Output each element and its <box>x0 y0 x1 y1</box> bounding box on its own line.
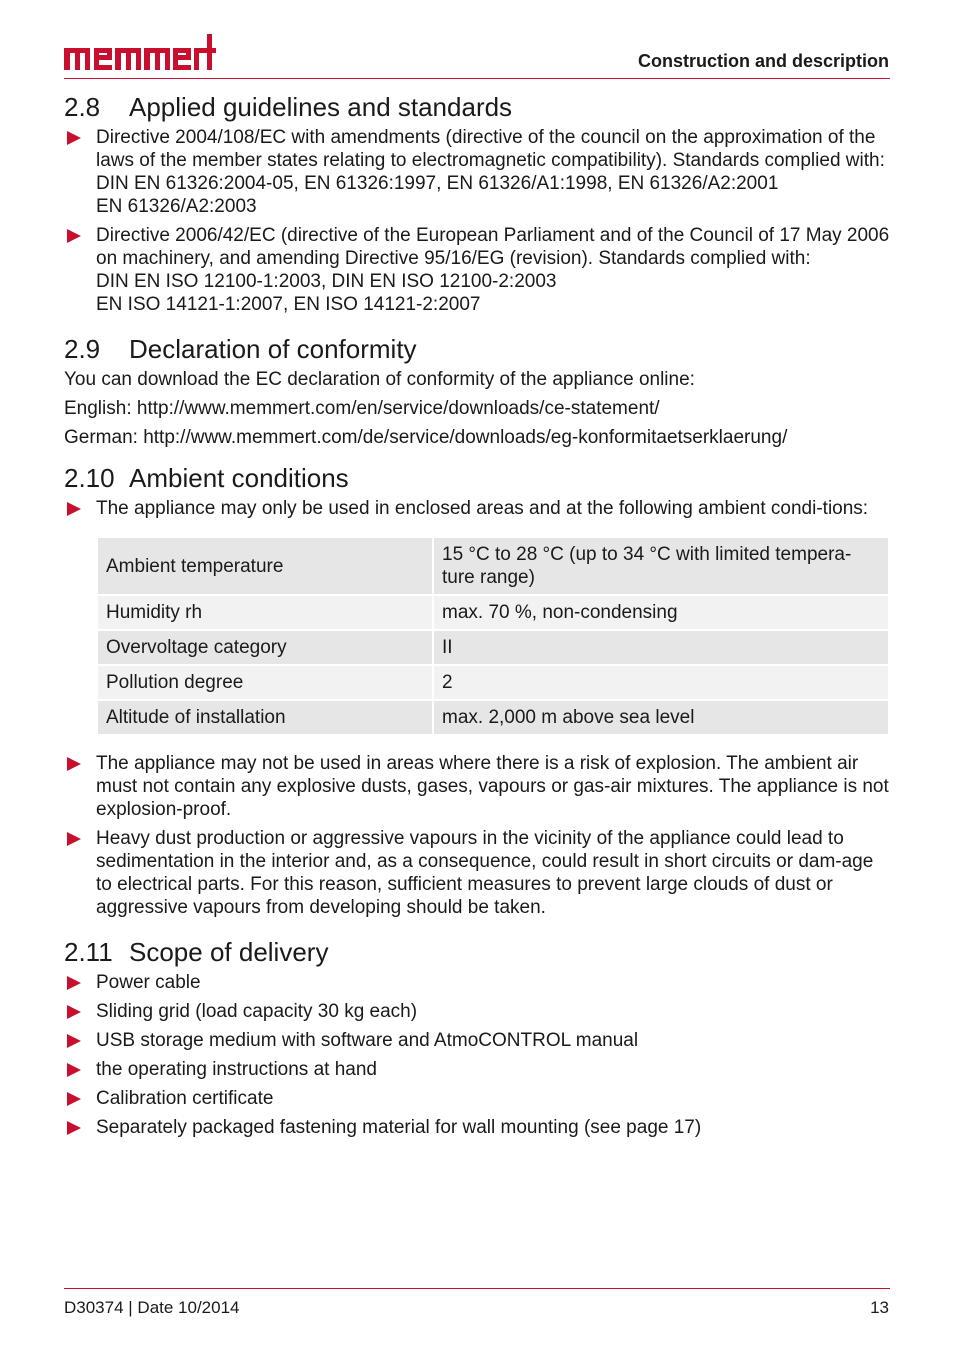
bullet-arrow-icon <box>67 502 81 516</box>
list-item <box>64 126 890 218</box>
page-content <box>64 90 890 1145</box>
table-cell-key: Ambient temperature <box>98 538 434 594</box>
bullet-arrow-icon <box>67 832 81 846</box>
table-cell-key: Humidity rh <box>98 596 434 629</box>
page-number: 13 <box>870 1298 889 1317</box>
section-title: Declaration of conformity <box>129 334 417 364</box>
bullet-arrow-icon <box>67 1034 81 1048</box>
paragraph: You can download the EC declaration of conformity of the appliance online: <box>64 369 695 390</box>
section-declaration-of-conformity <box>64 332 890 449</box>
english-link-line: English: http://www.memmert.com/en/service/downloads/ce-statement/ <box>64 398 660 419</box>
section-number: 2.11 <box>64 937 113 967</box>
section-scope-of-delivery <box>64 935 890 1139</box>
item-text: Power cable <box>96 972 201 993</box>
section-applied-guidelines <box>64 90 890 316</box>
item-standards: DIN EN ISO 12100-1:2003, DIN EN ISO 12100-2:2003 <box>96 271 557 292</box>
item-text: the operating instructions at hand <box>96 1059 377 1080</box>
bullet-arrow-icon <box>67 976 81 990</box>
header-divider <box>64 78 890 79</box>
footer-divider <box>64 1288 890 1289</box>
list-item <box>64 1116 890 1139</box>
section-title: Ambient conditions <box>129 463 349 493</box>
item-text: Calibration certificate <box>96 1088 274 1109</box>
list-item <box>64 752 890 821</box>
item-standards: EN 61326/A2:2003 <box>96 196 257 217</box>
table-cell-key: Overvoltage category <box>98 631 434 664</box>
table-cell-value: max. 2,000 m above sea level <box>434 701 888 734</box>
table-cell-key: Pollution degree <box>98 666 434 699</box>
list-item <box>64 827 890 919</box>
list-item <box>64 224 890 316</box>
item-standards: DIN EN 61326:2004-05, EN 61326:1997, EN 61326/A1:1998, EN 61326/A2:2001 <box>96 173 779 194</box>
table-cell-value: II <box>434 631 888 664</box>
item-standards: EN ISO 14121-1:2007, EN ISO 14121-2:2007 <box>96 294 481 315</box>
item-text: USB storage medium with software and AtmoCONTROL manual <box>96 1030 639 1051</box>
bullet-arrow-icon <box>67 229 81 243</box>
table-row <box>98 596 888 629</box>
item-text: Sliding grid (load capacity 30 kg each) <box>96 1001 418 1022</box>
table-cell-value: 15 °C to 28 °C (up to 34 °C with limited tempera-ture range) <box>434 538 888 594</box>
header-title: Construction and description <box>637 51 889 71</box>
table-cell-value: max. 70 %, non-condensing <box>434 596 888 629</box>
bullet-arrow-icon <box>67 131 81 145</box>
bullet-arrow-icon <box>67 757 81 771</box>
table-cell-key: Altitude of installation <box>98 701 434 734</box>
bullet-arrow-icon <box>67 1005 81 1019</box>
item-text: Directive 2004/108/EC with amendments (directive of the council on the approximation of the laws of the member states relating to electromagnetic compatibility). Standards complied with: <box>96 127 885 171</box>
table-row <box>98 631 888 664</box>
memmert-logo <box>64 32 216 72</box>
list-item <box>64 1087 890 1110</box>
item-text: The appliance may not be used in areas where there is a risk of explosion. The ambient air must not contain any explosive dusts, gases, vapours or gas-air mixtures. The appliance is not explosion-proof. <box>96 753 889 820</box>
section-number: 2.10 <box>64 463 115 493</box>
section-ambient-conditions <box>64 461 890 919</box>
bullet-arrow-icon <box>67 1092 81 1106</box>
footer-doc-info: D30374 | Date 10/2014 <box>64 1298 240 1317</box>
german-link-line: German: http://www.memmert.com/de/service/downloads/eg-konformitaetserklaerung/ <box>64 427 788 448</box>
ambient-conditions-table <box>98 536 888 736</box>
section-heading <box>64 935 890 969</box>
section-heading <box>64 332 890 366</box>
table-row <box>98 666 888 699</box>
item-text: Heavy dust production or aggressive vapours in the vicinity of the appliance could lead to sedimentation in the interior and, as a consequence, could result in short circuits or dam-age to electrical parts. For this reason, sufficient measures to prevent large clouds of dust or aggressive vapours from developing should be taken. <box>96 828 874 918</box>
table-row <box>98 538 888 594</box>
section-title: Scope of delivery <box>129 937 329 967</box>
bullet-arrow-icon <box>67 1063 81 1077</box>
list-item <box>64 971 890 994</box>
section-number: 2.8 <box>64 92 101 122</box>
section-title: Applied guidelines and standards <box>129 92 513 122</box>
item-text: Directive 2006/42/EC (directive of the European Parliament and of the Council of 17 May 2006 on machinery, and amending Directive 95/16/EG (revision). Standards complied with: <box>96 225 890 269</box>
section-heading <box>64 90 890 124</box>
list-item <box>64 1058 890 1081</box>
item-text: Separately packaged fastening material for wall mounting (see page 17) <box>96 1117 702 1138</box>
item-text: The appliance may only be used in enclosed areas and at the following ambient condi-tions: <box>96 498 869 519</box>
section-heading <box>64 461 890 495</box>
bullet-arrow-icon <box>67 1121 81 1135</box>
list-item <box>64 1029 890 1052</box>
table-cell-value: 2 <box>434 666 888 699</box>
list-item <box>64 497 890 520</box>
list-item <box>64 1000 890 1023</box>
section-number: 2.9 <box>64 334 101 364</box>
table-row <box>98 701 888 734</box>
